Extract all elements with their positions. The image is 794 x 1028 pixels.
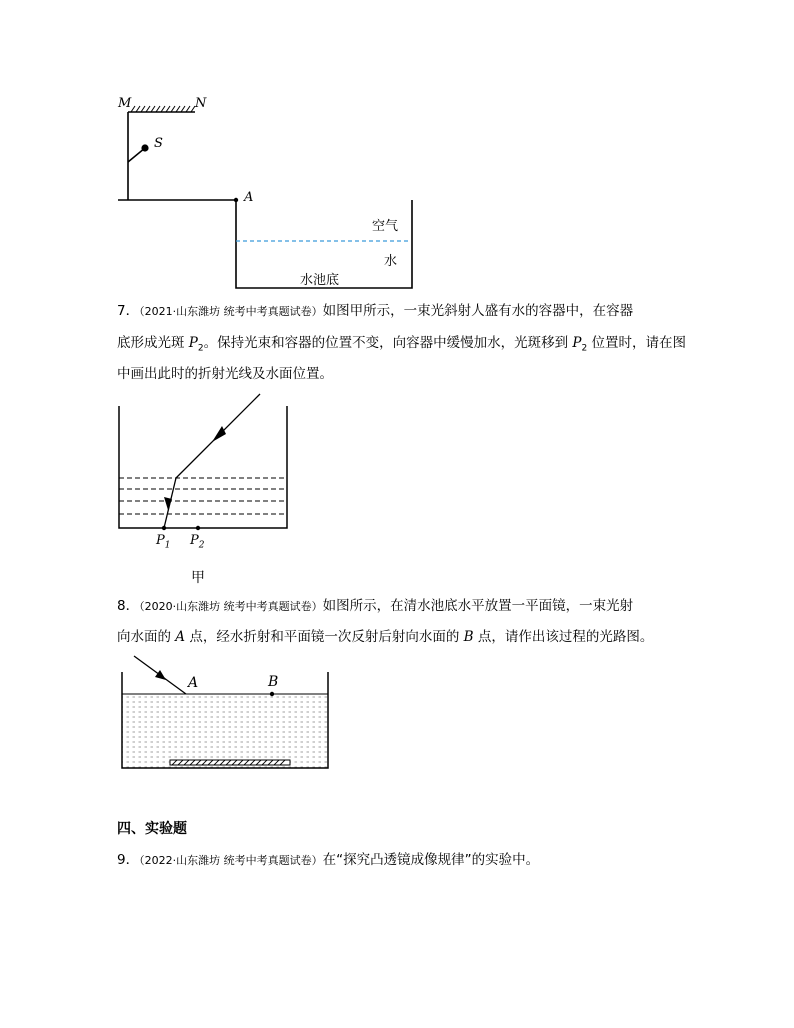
label-point-b: B [268, 674, 279, 690]
incident-arrow-2 [155, 670, 166, 680]
q8-text-line1: 如图所示，在清水池底水平放置一平面镜，一束光射 [322, 598, 634, 614]
q7-p2: P [572, 335, 582, 351]
figure-jia [0, 380, 794, 560]
q7-p: P [188, 335, 198, 351]
q8-number: 8． [117, 598, 140, 614]
label-point-a: A [188, 675, 199, 691]
q8-text-b: 点，经水折射和平面镜一次反射后射向水面的 [185, 629, 464, 645]
refracted-arrow [164, 497, 172, 510]
q9-number: 9． [117, 852, 140, 868]
q7-source: （2021·山东潍坊 统考中考真题试卷） [139, 305, 323, 318]
point-p2 [196, 526, 200, 530]
label-s: S [154, 136, 163, 151]
q8-line1 [117, 596, 633, 617]
q7-text-line1: 如图甲所示，一束光斜射人盛有水的容器中，在容器 [322, 303, 634, 319]
point-b [270, 692, 274, 696]
water-label: 水 [384, 254, 398, 269]
q7-p-sub: 2 [197, 343, 204, 354]
q7-text-b: 。保持光束和容器的位置不变，向容器中缓慢加水，光斑移到 [203, 335, 573, 351]
q9-text: 在“探究凸透镜成像规律”的实验中。 [322, 852, 540, 868]
q7-text-line3: 中画出此时的折射光线及水面位置。 [117, 366, 333, 382]
q8-text-a: 向水面的 [117, 629, 176, 645]
q8-b: B [463, 629, 474, 645]
q7-p2-sub: 2 [581, 343, 588, 354]
q8-line2 [117, 627, 653, 647]
water-levels [119, 478, 287, 514]
air-label: 空气 [372, 219, 399, 234]
mirror-hatch [131, 106, 195, 112]
label-p1: $P_1$ [156, 533, 171, 551]
container-outline [119, 406, 287, 528]
section-title: 四、实验题 [117, 821, 187, 837]
label-n: N [195, 96, 207, 111]
q8-a: A [175, 629, 186, 645]
q9-source: （2022·山东潍坊 统考中考真题试卷） [139, 854, 323, 867]
q7-line2 [117, 333, 686, 359]
q7-line1 [117, 301, 633, 322]
label-m: M [118, 96, 132, 111]
q8-source: （2020·山东潍坊 统考中考真题试卷） [139, 600, 323, 613]
label-p2: $P_2$ [190, 533, 205, 551]
figure-caption-jia: 甲 [191, 570, 205, 586]
figure-pool-mirror [0, 650, 794, 780]
incident-arrow [212, 426, 226, 442]
point-s [141, 144, 148, 151]
point-p1 [162, 526, 166, 530]
q9-line1 [117, 850, 539, 871]
q7-text-c: 位置时，请在图 [587, 335, 687, 351]
water-body [122, 694, 328, 768]
q8-text-c: 点，请作出该过程的光路图。 [473, 629, 654, 645]
pool-bottom-label: 水池底 [300, 273, 340, 288]
q7-text-a: 底形成光斑 [117, 335, 189, 351]
label-a: A [244, 190, 254, 205]
q7-number: 7． [117, 303, 140, 319]
